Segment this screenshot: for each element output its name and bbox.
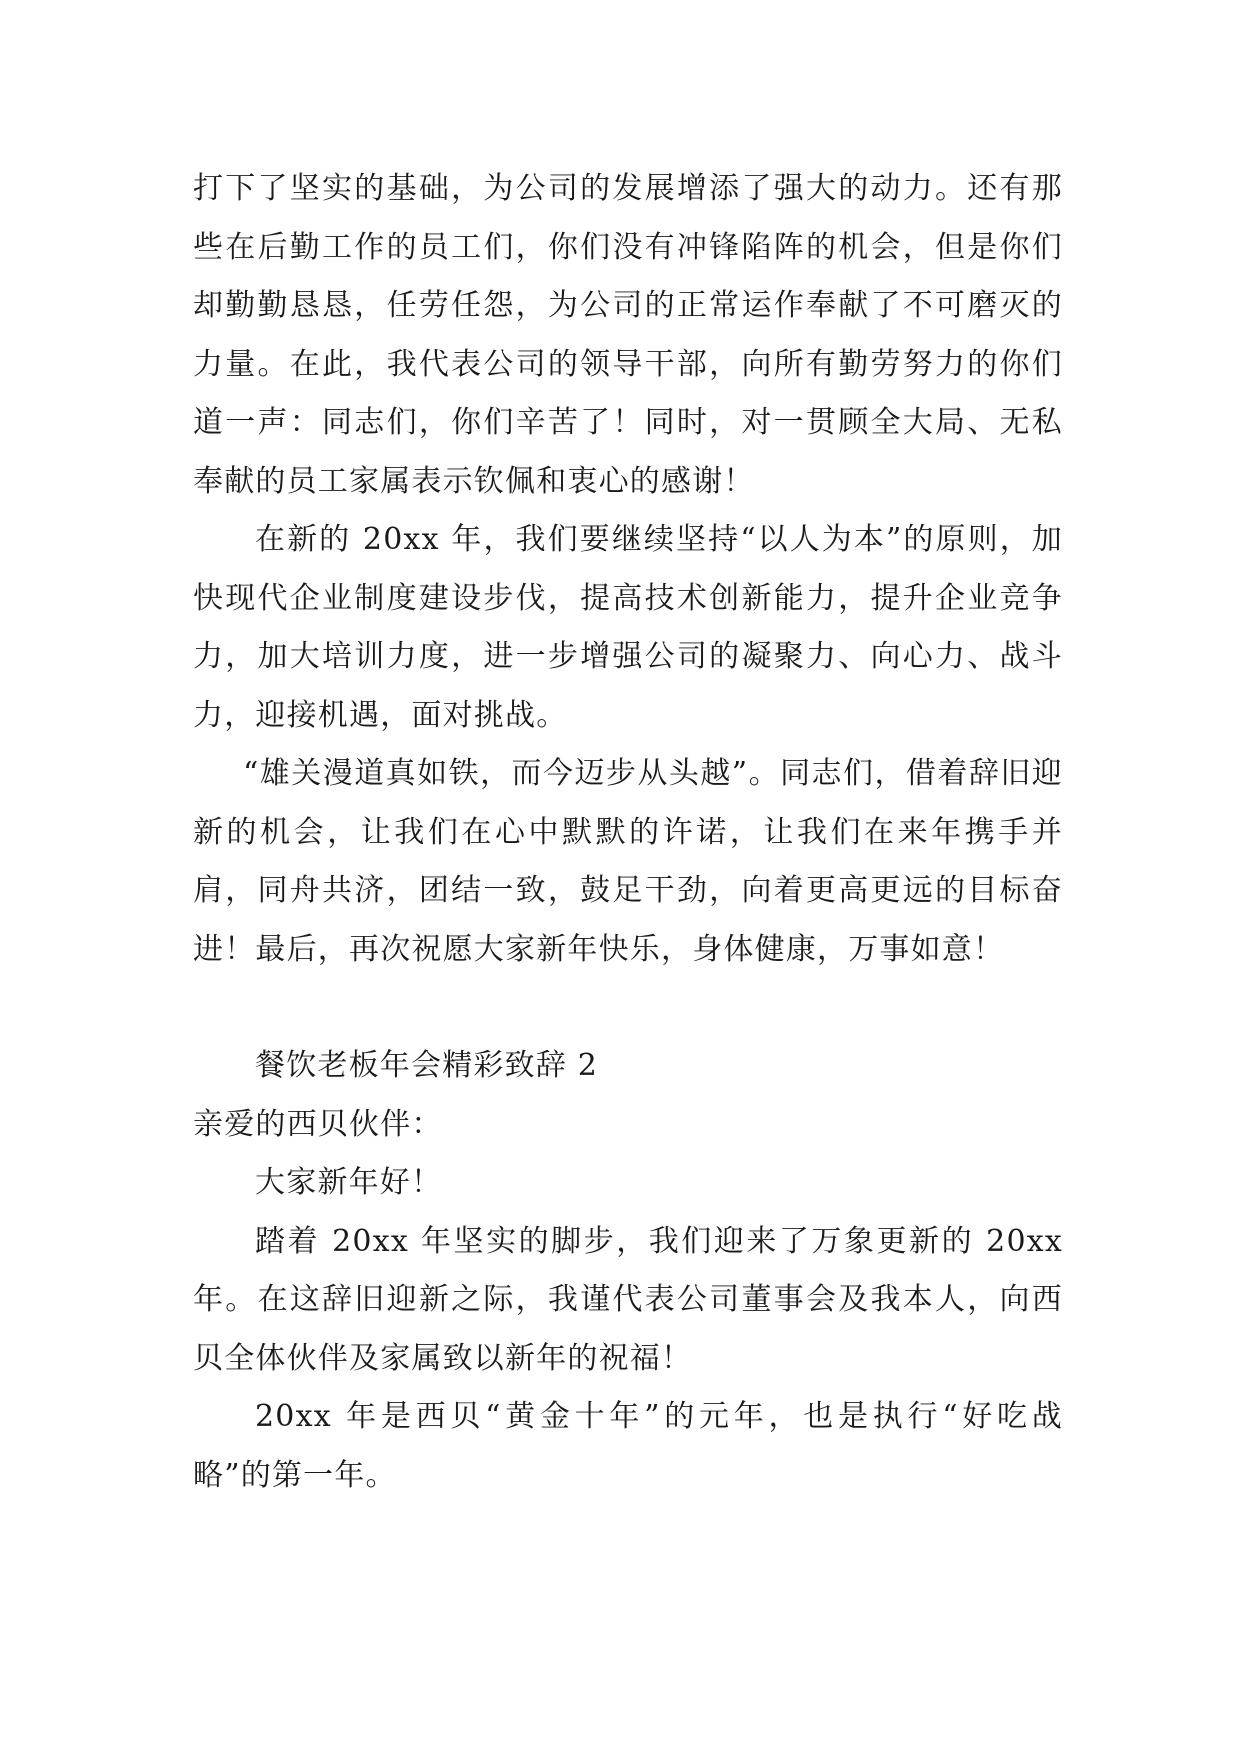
paragraph-gratitude: 打下了坚实的基础，为公司的发展增添了强大的动力。还有那些在后勤工作的员工们，你们没有冲锋陷阵的机会，但是你们却勤勤恳恳，任劳任怨，为公司的正常运作奉献了不可磨灭的力量。在此，我代表公司的领导干部，向所有勤劳努力的你们道一声：同志们，你们辛苦了！同时，对一贯顾全大局、无私奉献的员工家属表示钦佩和衷心的感谢！ [193, 171, 1063, 499]
salutation: 亲爱的西贝伙伴： [193, 1106, 443, 1142]
document-body [193, 160, 1063, 1505]
section-title: 餐饮老板年会精彩致辞 2 [255, 1048, 599, 1083]
paragraph-new-year-blessing: 踏着 20xx 年坚实的脚步，我们迎来了万象更新的 20xx 年。在这辞旧迎新之际，我谨代表公司董事会及我本人，向西贝全体伙伴及家属致以新年的祝福！ [193, 1223, 1063, 1376]
section-spacer [193, 979, 1063, 1037]
paragraph-new-year-goals: 在新的 20xx 年，我们要继续坚持“以人为本”的原则，加快现代企业制度建设步伐，提高技术创新能力，提升企业竞争力，加大培训力度，进一步增强公司的凝聚力、向心力、战斗力，迎接机遇，面对挑战。 [193, 522, 1063, 733]
paragraph-greeting: 大家新年好！ [255, 1165, 443, 1200]
paragraph-closing-wishes: “雄关漫道真如铁，而今迈步从头越”。同志们，借着辞旧迎新的机会，让我们在心中默默的许诺，让我们在来年携手并肩，同舟共济，团结一致，鼓足干劲，向着更高更远的目标奋进！最后，再次祝愿大家新年快乐，身体健康，万事如意！ [193, 756, 1063, 967]
paragraph-golden-decade: 20xx 年是西贝“黄金十年”的元年，也是执行“好吃战略”的第一年。 [193, 1399, 1063, 1493]
